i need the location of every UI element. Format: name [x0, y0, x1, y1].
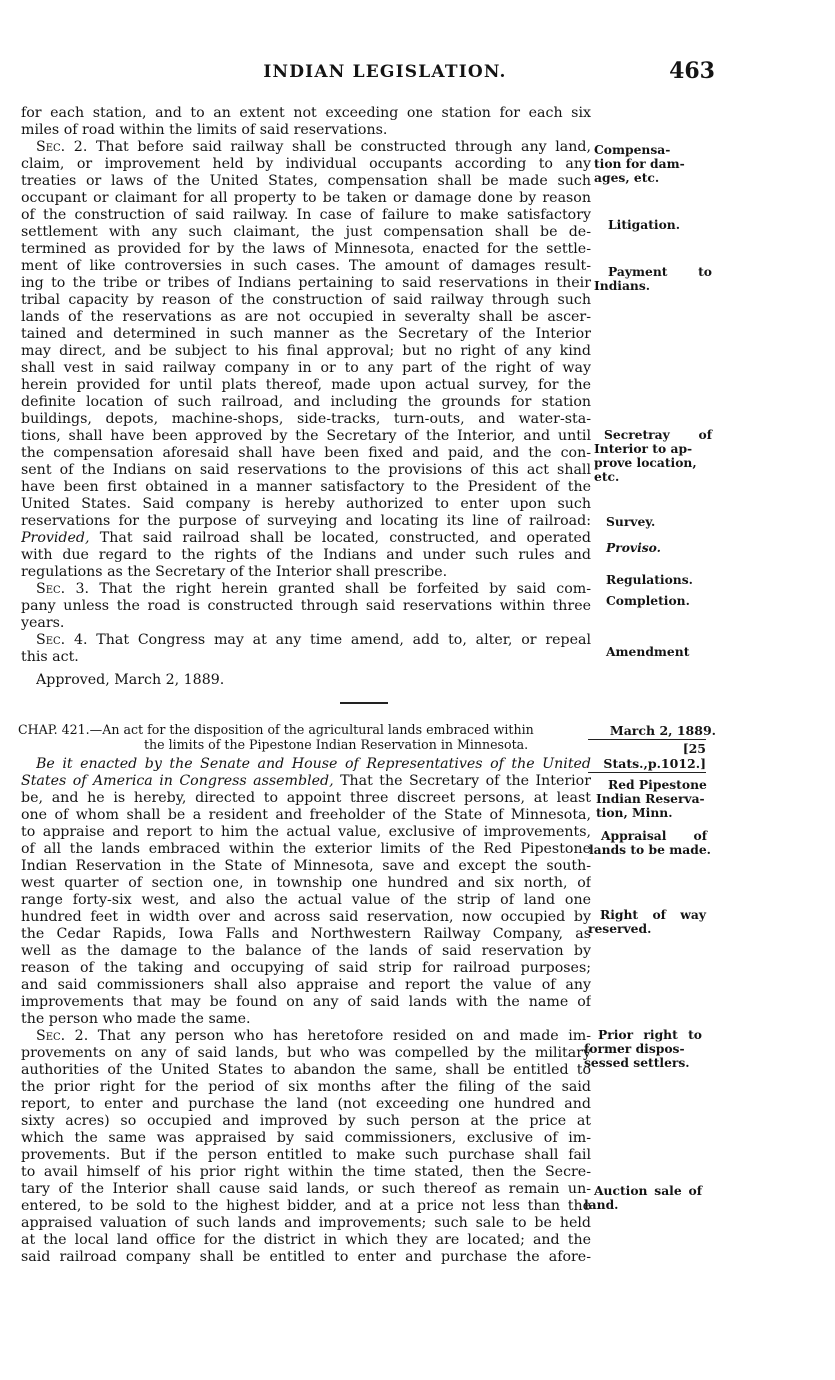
text-line: of the construction of said railway. In case of failure to make satisfactory [21, 207, 591, 223]
text-line: tained and determined in such manner as the Secretary of the Interior [21, 326, 591, 342]
text-line: sent of the Indians on said reservations to the provisions of this act shall [21, 462, 591, 478]
margin-note-line: Auction sale of [594, 1183, 702, 1198]
margin-note-line: Regulations. [606, 572, 693, 587]
margin-note-line: tion, Minn. [596, 805, 673, 820]
text-line: with due regard to the rights of the Indians and under such rules and [21, 547, 591, 563]
text-line: said railroad company shall be entitled to enter and purchase the afore- [21, 1249, 591, 1265]
text-line: definite location of such railroad, and including the grounds for station [21, 394, 591, 410]
text-line: lands of the reservations as are not occupied in severalty shall be ascer- [21, 309, 591, 325]
text-line: range forty-six west, and also the actual value of the strip of land one [21, 892, 591, 908]
margin-note-line: land. [584, 1197, 619, 1212]
text-line: report, to enter and purchase the land (not exceeding one hundred and [21, 1096, 591, 1112]
text-line: tions, shall have been approved by the Secretary of the Interior, and until [21, 428, 591, 444]
text-span: That the right herein granted shall be forfeited by said com- [99, 581, 591, 597]
text-line: regulations as the Secretary of the Interior shall prescribe. [21, 564, 448, 580]
margin-note-line: Right of way [600, 907, 706, 922]
margin-note-prior-right [584, 1028, 702, 1070]
margin-note-line: lands to be made. [589, 842, 711, 857]
text-span: That before said railway shall be constructed through any land, [95, 139, 591, 155]
margin-note-line: Indian Reserva- [596, 791, 705, 806]
text-line: for each station, and to an extent not exceeding one station for each six [21, 105, 591, 121]
margin-note-proviso [606, 541, 724, 555]
text-line: miles of road within the limits of said reservations. [21, 122, 388, 138]
margin-note-line: Survey. [606, 514, 656, 529]
text-line: west quarter of section one, in township one hundred and six north, of [21, 875, 591, 891]
margin-note-line: reserved. [588, 921, 652, 936]
approved-line: Approved, March 2, 1889. [36, 672, 225, 688]
text-line: ment of like controversies in such cases. The amount of damages result- [21, 258, 591, 274]
text-line: termined as provided for by the laws of Minnesota, enacted for the settle- [21, 241, 591, 257]
text-span: That any person who has heretofore resided on and made im- [97, 1028, 591, 1044]
text-span: That the Secretary of the Interior [340, 773, 591, 789]
text-line: hundred feet in width over and across said reservation, now occupied by [21, 909, 591, 925]
section-label: Sec. 4. [36, 632, 88, 648]
text-line: the prior right for the period of six months after the filing of the said [21, 1079, 591, 1095]
page-header [0, 58, 835, 88]
text-line: sixty acres) so occupied and improved by such person at the price at [21, 1113, 591, 1129]
text-line: the Cedar Rapids, Iowa Falls and Northwestern Railway Company, as [21, 926, 591, 942]
enacting-clause: Be it enacted by the Senate and House of Representatives of the United [36, 756, 591, 772]
text-line: which the same was appraised by said commissioners, exclusive of im- [21, 1130, 591, 1146]
margin-note-line: tion for dam- [594, 156, 685, 171]
text-line: at the local land office for the district in which they are located; and the [21, 1232, 591, 1248]
text-line: and said commissioners shall also appraise and report the value of any [21, 977, 591, 993]
text-span: That Congress may at any time amend, add to, alter, or repeal [96, 632, 591, 648]
text-line: Indian Reservation in the State of Minnesota, save and except the south- [21, 858, 591, 874]
text-line: pany unless the road is constructed through said reservations within three [21, 598, 591, 614]
margin-note-line: sessed settlers. [584, 1055, 690, 1070]
margin-note-right-of-way [588, 908, 706, 936]
text-line: settlement with any such claimant, the just compensation shall be de- [21, 224, 591, 240]
text-line: herein provided for until plats thereof, made upon actual survey, for the [21, 377, 591, 393]
margin-note-line: Prior right to [598, 1027, 702, 1042]
statute-reference: [25 Stats.,p.1012.] [588, 739, 706, 773]
text-line: appraised valuation of such lands and improvements; such sale to be held [21, 1215, 591, 1231]
text-line: claim, or improvement held by individual occupants according to any [21, 156, 591, 172]
text-line: one of whom shall be a resident and freeholder of the State of Minnesota, [21, 807, 591, 823]
margin-note-line: Proviso. [606, 540, 661, 555]
margin-note-payment [594, 265, 712, 293]
margin-note-line: Completion. [606, 593, 690, 608]
text-line: ing to the tribe or tribes of Indians pertaining to said reservations in their [21, 275, 591, 291]
text-line: treaties or laws of the United States, compensation shall be made such [21, 173, 591, 189]
text-line: shall vest in said railway company in or to any part of the right of way [21, 360, 591, 376]
section-label: Sec. 3. [36, 581, 90, 597]
text-line: reason of the taking and occupying of said strip for railroad purposes; [21, 960, 591, 976]
text-line: the person who made the same. [21, 1011, 251, 1027]
margin-note-line: Compensa- [594, 142, 671, 157]
text-line: occupant or claimant for all property to be taken or damage done by reason [21, 190, 591, 206]
margin-note-line: Appraisal of [601, 828, 707, 843]
text-line: buildings, depots, machine-shops, side-tracks, turn-outs, and water-sta- [21, 411, 591, 427]
margin-note-line: Litigation. [608, 217, 681, 232]
margin-note-line: prove location, [594, 455, 697, 470]
page-number: 463 [669, 58, 715, 84]
margin-note-line: Payment to [608, 264, 712, 279]
text-line: the compensation aforesaid shall have been fixed and paid, and the con- [21, 445, 591, 461]
enacting-italic: States of America in Congress assembled, [21, 773, 334, 789]
margin-note-line: etc. [594, 469, 620, 484]
chapter-date: March 2, 1889. [609, 723, 716, 738]
text-line: to appraise and report to him the actual value, exclusive of improvements, [21, 824, 591, 840]
margin-note-red-pipestone [596, 778, 714, 820]
section-2b-first-line [36, 1028, 591, 1045]
margin-note-line: Red Pipestone [608, 777, 707, 792]
margin-note-line: Secretray of [604, 427, 712, 442]
margin-note-compensation [594, 143, 712, 185]
running-title: INDIAN LEGISLATION. [263, 62, 507, 82]
text-line: United States. Said company is hereby authorized to enter upon such [21, 496, 591, 512]
text-line: entered, to be sold to the highest bidder, and at a price not less than the [21, 1198, 591, 1214]
text-line: provements. But if the person entitled to make such purchase shall fail [21, 1147, 591, 1163]
text-line: of all the lands embraced within the exterior limits of the Red Pipestone [21, 841, 591, 857]
margin-note-line: ages, etc. [594, 170, 660, 185]
section-2-first-line [36, 139, 591, 156]
margin-note-line: Interior to ap- [594, 441, 693, 456]
section-3-first-line [36, 581, 591, 598]
text-line: well as the damage to the balance of the lands of said reservation by [21, 943, 591, 959]
margin-note-survey [606, 515, 724, 529]
margin-note-amendment [606, 645, 724, 659]
margin-note-line: Amendment [606, 644, 690, 659]
text-line: have been first obtained in a manner satisfactory to the President of the [21, 479, 591, 495]
margin-note-auction [584, 1184, 702, 1212]
text-line: this act. [21, 649, 79, 665]
text-line: improvements that may be found on any of said lands with the name of [21, 994, 591, 1010]
proviso-word: Provided, [21, 530, 90, 546]
chapter-heading: CHAP. 421.—An act for the disposition of the agricultural lands embraced within [18, 722, 534, 737]
text-line: tribal capacity by reason of the construction of said railway through such [21, 292, 591, 308]
section-label: Sec. 2. [36, 1028, 89, 1044]
proviso-line [21, 530, 591, 547]
section-4-first-line [36, 632, 591, 649]
section-label: Sec. 2. [36, 139, 88, 155]
text-line: tary of the Interior shall cause said lands, or such thereof as remain un- [21, 1181, 591, 1197]
text-line: years. [21, 615, 65, 631]
margin-note-line: former dispos- [584, 1041, 685, 1056]
margin-note-litigation [608, 218, 726, 232]
text-span: That said railroad shall be located, constructed, and operated [99, 530, 591, 546]
text-line: reservations for the purpose of surveying and locating its line of railroad: [21, 513, 591, 529]
margin-note-secretary [594, 428, 712, 484]
margin-note-line: Indians. [594, 278, 651, 293]
margin-note-appraisal [589, 828, 711, 857]
section-divider [340, 702, 388, 704]
text-line: be, and he is hereby, directed to appoint three discreet persons, at least [21, 790, 591, 806]
margin-note-regulations [606, 573, 724, 587]
margin-note-completion [606, 594, 724, 608]
text-line: provements on any of said lands, but who was compelled by the military [21, 1045, 591, 1061]
text-line: authorities of the United States to abandon the same, shall be entitled to [21, 1062, 591, 1078]
enacting-clause-line [21, 773, 591, 790]
chapter-heading-continued: the limits of the Pipestone Indian Reservation in Minnesota. [144, 737, 529, 752]
text-line: to avail himself of his prior right within the time stated, then the Secre- [21, 1164, 591, 1180]
text-line: may direct, and be subject to his final approval; but no right of any kind [21, 343, 591, 359]
